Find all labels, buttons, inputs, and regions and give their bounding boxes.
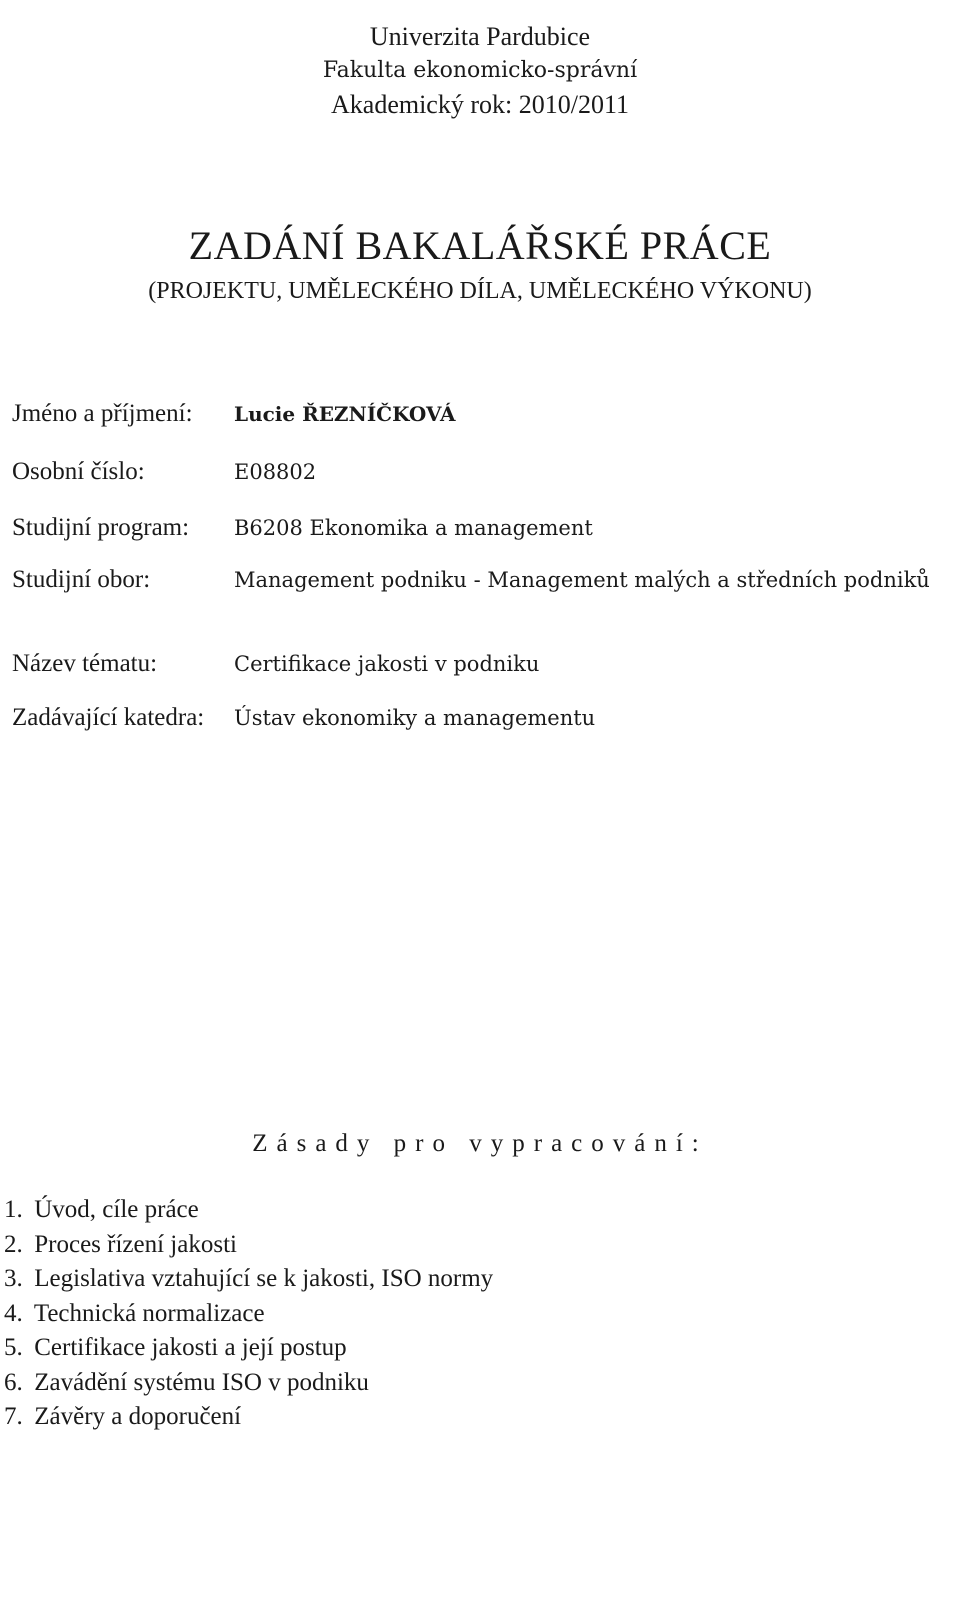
item-text: Certifikace jakosti a její postup: [34, 1334, 347, 1361]
field-label: Studijní obor:: [12, 566, 151, 593]
faculty-name: Fakulta ekonomicko-správní: [322, 58, 638, 83]
university-name: Univerzita Pardubice: [369, 22, 591, 51]
item-text: Závěry a doporučení: [34, 1403, 242, 1430]
item-number: 5.: [4, 1334, 23, 1361]
field-label: Název tématu:: [12, 650, 158, 677]
item-text: Legislativa vztahující se k jakosti, ISO normy: [34, 1265, 494, 1292]
field-value: Ústav ekonomiky a managementu: [234, 706, 596, 730]
item-number: 2.: [4, 1230, 23, 1258]
list-item: [4, 1331, 493, 1366]
academic-year: Akademický rok: 2010/2011: [331, 90, 629, 119]
field-topic: [12, 646, 942, 700]
item-text: Technická normalizace: [33, 1299, 265, 1327]
document-header: [0, 20, 960, 122]
list-item: [4, 1400, 493, 1435]
item-number: 7.: [4, 1403, 23, 1430]
list-item: [4, 1366, 493, 1401]
field-value: B6208 Ekonomika a management: [234, 516, 593, 540]
item-number: 3.: [4, 1265, 23, 1292]
document-title: ZADÁNÍ BAKALÁŘSKÉ PRÁCE: [188, 223, 772, 268]
principles-list: [4, 1193, 493, 1435]
item-text: Úvod, cíle práce: [34, 1196, 199, 1223]
student-info: [12, 396, 942, 740]
field-personal-id: [12, 454, 942, 510]
field-name: [12, 396, 942, 454]
field-value: Management podniku - Management malých a středních podniků: [234, 568, 930, 592]
field-value: Certifikace jakosti v podniku: [234, 652, 540, 676]
principles-heading: Zásady pro vypracování:: [252, 1130, 708, 1157]
field-label: Zadávající katedra:: [12, 704, 205, 731]
field-value: Lucie ŘEZNÍČKOVÁ: [234, 402, 456, 426]
item-text: Zavádění systému ISO v podniku: [34, 1368, 369, 1396]
field-label: Osobní číslo:: [12, 458, 145, 485]
field-study-field: [12, 562, 942, 646]
field-label: Studijní program:: [12, 514, 190, 541]
list-item: [4, 1193, 493, 1228]
list-item: [4, 1297, 493, 1332]
item-number: 4.: [4, 1299, 23, 1327]
title-block: [0, 222, 960, 308]
field-label: Jméno a příjmení:: [12, 400, 193, 427]
document-subtitle: (PROJEKTU, UMĚLECKÉHO DÍLA, UMĚLECKÉHO VÝKONU): [148, 278, 812, 304]
field-value: E08802: [234, 460, 317, 484]
item-number: 6.: [4, 1368, 23, 1396]
item-number: 1.: [4, 1196, 23, 1223]
item-text: Proces řízení jakosti: [34, 1230, 237, 1258]
list-item: [4, 1262, 493, 1297]
field-study-program: [12, 510, 942, 562]
list-item: [4, 1228, 493, 1263]
field-department: [12, 700, 942, 740]
